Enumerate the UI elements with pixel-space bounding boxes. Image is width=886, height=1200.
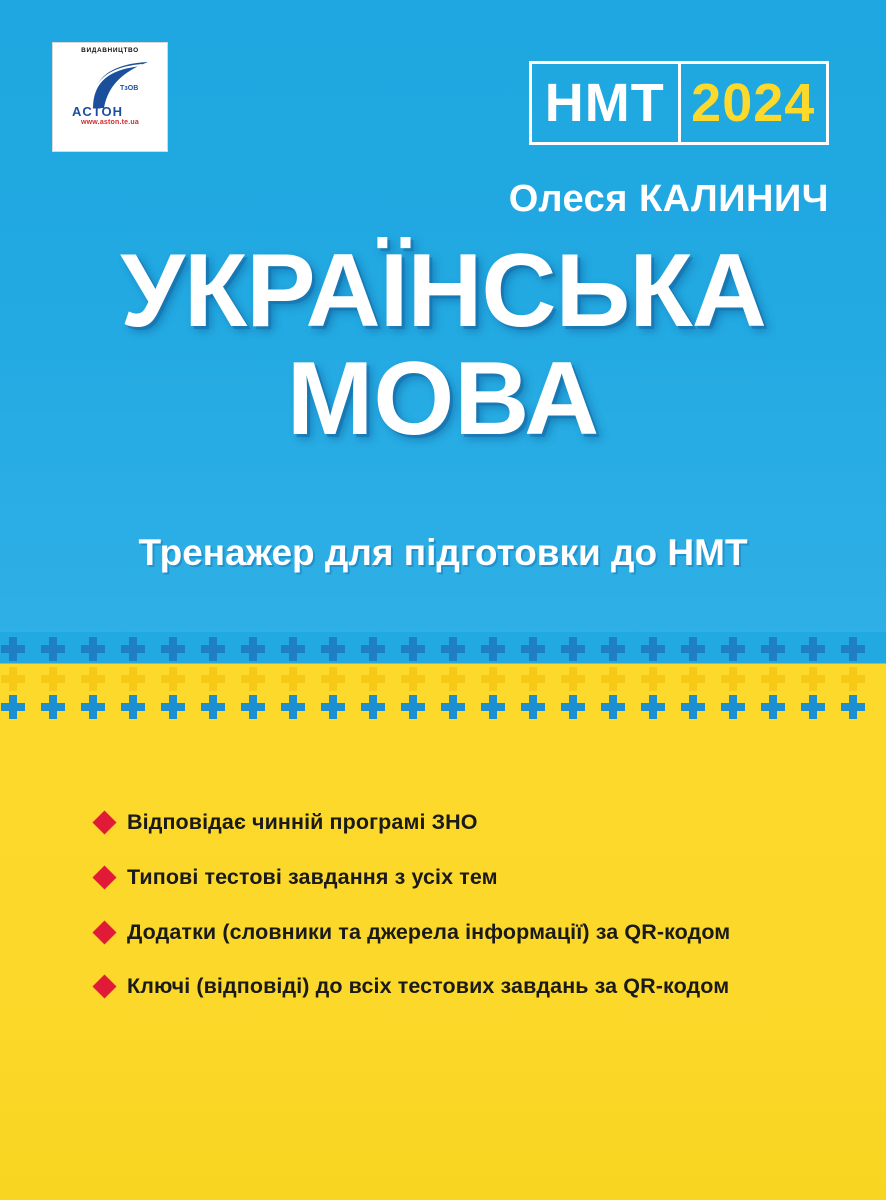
embroidery-motif-icon	[240, 694, 266, 720]
embroidery-motif-icon	[520, 694, 546, 720]
embroidery-motif-icon	[0, 636, 26, 662]
embroidery-motif-icon	[400, 666, 426, 692]
embroidery-motif-icon	[600, 694, 626, 720]
embroidery-motif-icon	[0, 666, 26, 692]
embroidery-motif-icon	[440, 636, 466, 662]
embroidery-motif-icon	[160, 694, 186, 720]
embroidery-motif-icon	[40, 666, 66, 692]
svg-text:ТзОВ: ТзОВ	[120, 85, 139, 92]
embroidery-motif-icon	[800, 636, 826, 662]
embroidery-motif-icon	[0, 694, 26, 720]
embroidery-motif-icon	[360, 636, 386, 662]
list-item	[96, 920, 836, 946]
exam-badge-left	[532, 64, 681, 142]
embroidery-motif-icon	[440, 666, 466, 692]
embroidery-motif-icon	[320, 636, 346, 662]
title-line-1: УКРАЇНСЬКА	[120, 233, 766, 349]
embroidery-motif-icon	[440, 694, 466, 720]
embroidery-band	[0, 632, 886, 724]
diamond-bullet-icon	[92, 975, 116, 999]
embroidery-motif-icon	[200, 694, 226, 720]
embroidery-motif-icon	[760, 636, 786, 662]
embroidery-motif-icon	[80, 666, 106, 692]
list-item-label: Відповідає чинній програмі ЗНО	[127, 810, 478, 834]
list-item	[96, 865, 836, 891]
embroidery-motif-icon	[400, 694, 426, 720]
diamond-bullet-icon	[92, 920, 116, 944]
embroidery-motif-icon	[480, 666, 506, 692]
embroidery-motif-icon	[840, 666, 866, 692]
embroidery-motif-icon	[160, 636, 186, 662]
diamond-bullet-icon	[92, 865, 116, 889]
svg-text:ACTOH: ACTOH	[72, 104, 123, 118]
embroidery-motif-icon	[320, 694, 346, 720]
embroidery-motif-icon	[840, 636, 866, 662]
embroidery-motif-icon	[640, 694, 666, 720]
exam-name: НМТ	[544, 73, 665, 133]
embroidery-motif-icon	[280, 666, 306, 692]
embroidery-row-bottom	[0, 694, 886, 720]
embroidery-motif-icon	[640, 666, 666, 692]
embroidery-motif-icon	[360, 666, 386, 692]
embroidery-motif-icon	[680, 694, 706, 720]
embroidery-motif-icon	[280, 694, 306, 720]
feature-list	[96, 810, 836, 1029]
publisher-label: ВИДАВНИЦТВО	[81, 47, 139, 54]
exam-badge-right	[681, 64, 827, 142]
exam-badge	[529, 61, 829, 145]
embroidery-motif-icon	[840, 694, 866, 720]
embroidery-motif-icon	[360, 694, 386, 720]
embroidery-motif-icon	[600, 666, 626, 692]
embroidery-motif-icon	[120, 636, 146, 662]
embroidery-motif-icon	[680, 666, 706, 692]
list-item-label: Ключі (відповіді) до всіх тестових завдань за QR-кодом	[127, 974, 730, 999]
embroidery-motif-icon	[280, 636, 306, 662]
embroidery-motif-icon	[480, 694, 506, 720]
diamond-bullet-icon	[92, 810, 116, 834]
embroidery-row-middle	[0, 666, 886, 692]
subtitle: Тренажер для підготовки до НМТ	[138, 532, 748, 573]
embroidery-motif-icon	[40, 636, 66, 662]
embroidery-motif-icon	[480, 636, 506, 662]
embroidery-motif-icon	[40, 694, 66, 720]
embroidery-motif-icon	[200, 636, 226, 662]
embroidery-motif-icon	[560, 694, 586, 720]
embroidery-motif-icon	[800, 666, 826, 692]
embroidery-motif-icon	[760, 694, 786, 720]
embroidery-motif-icon	[520, 666, 546, 692]
embroidery-motif-icon	[720, 694, 746, 720]
list-item	[96, 974, 836, 1000]
embroidery-motif-icon	[80, 694, 106, 720]
embroidery-motif-icon	[680, 636, 706, 662]
list-item-label: Додатки (словники та джерела інформації) за QR-кодом	[127, 919, 731, 944]
publisher-website: www.aston.te.ua	[81, 119, 139, 126]
embroidery-motif-icon	[520, 636, 546, 662]
title-line-2: МОВА	[286, 340, 600, 457]
embroidery-motif-icon	[720, 666, 746, 692]
embroidery-motif-icon	[760, 666, 786, 692]
list-item-label: Типові тестові завдання з усіх тем	[127, 864, 498, 889]
embroidery-motif-icon	[800, 694, 826, 720]
publisher-mark-icon	[62, 56, 158, 118]
embroidery-row-top	[0, 636, 886, 662]
embroidery-motif-icon	[640, 636, 666, 662]
embroidery-motif-icon	[200, 666, 226, 692]
embroidery-motif-icon	[400, 636, 426, 662]
exam-year: 2024	[691, 73, 816, 133]
embroidery-motif-icon	[120, 666, 146, 692]
embroidery-motif-icon	[320, 666, 346, 692]
author-name: Олеся КАЛИНИЧ	[508, 178, 829, 220]
embroidery-motif-icon	[80, 636, 106, 662]
page-title	[0, 233, 886, 457]
embroidery-motif-icon	[560, 666, 586, 692]
embroidery-motif-icon	[560, 636, 586, 662]
embroidery-motif-icon	[160, 666, 186, 692]
embroidery-motif-icon	[240, 636, 266, 662]
publisher-logo	[52, 42, 168, 152]
embroidery-motif-icon	[600, 636, 626, 662]
embroidery-motif-icon	[720, 636, 746, 662]
embroidery-motif-icon	[120, 694, 146, 720]
embroidery-motif-icon	[240, 666, 266, 692]
list-item	[96, 810, 836, 836]
